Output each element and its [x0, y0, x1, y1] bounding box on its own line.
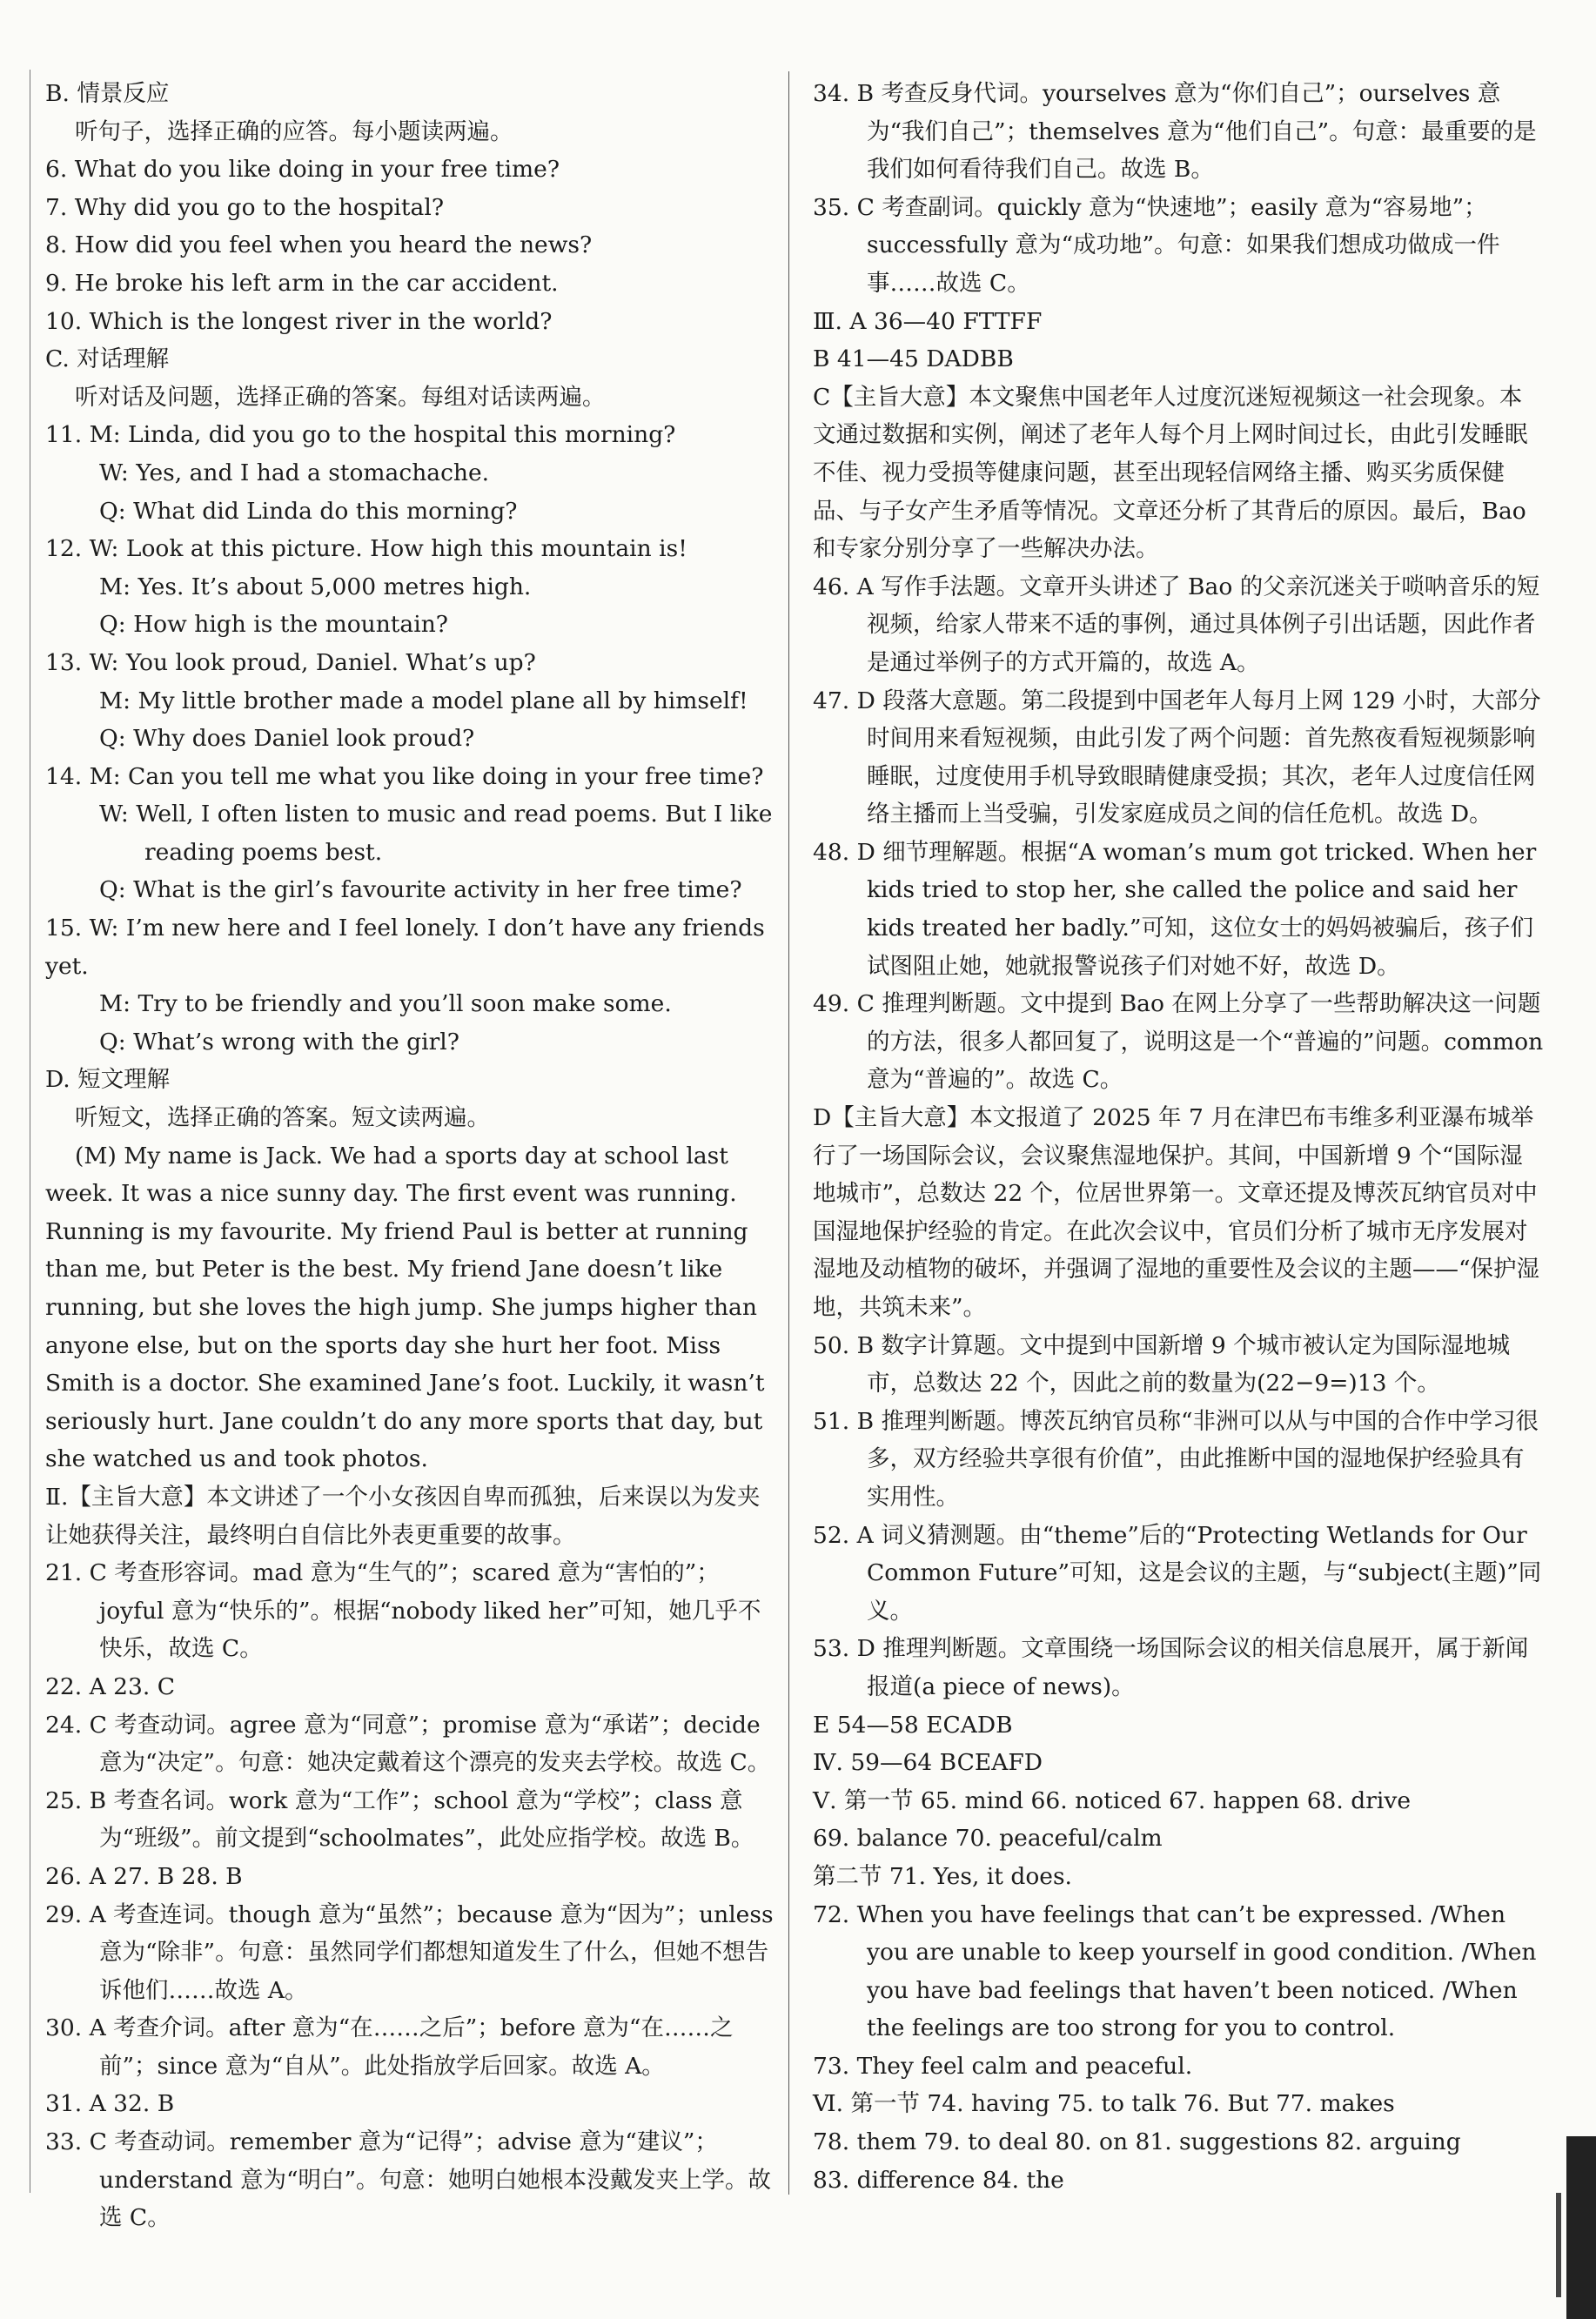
left-line: 24. C 考查动词。agree 意为“同意”；promise 意为“承诺”；decide 意为“决定”。句意：她决定戴着这个漂亮的发夹去学校。故选 C。 — [45, 1711, 771, 1777]
right-line: 34. B 考查反身代词。yourselves 意为“你们自己”；ourselves 意为“我们自己”；themselves 意为“他们自己”。句意：最重要的是我们如何看待我们自己。故选 B。 — [813, 80, 1537, 184]
left-line: M: Yes. It’s about 5,000 metres high. — [99, 573, 532, 600]
left-line: 10. Which is the longest river in the world? — [45, 307, 553, 335]
right-line: 72. When you have feelings that can’t be expressed. /When you are unable to keep yourself in good condition. /When you have bad feelings that haven’t been noticed. /When the feelings are too strong for you to control. — [813, 1900, 1537, 2042]
left-line: 25. B 考查名词。work 意为“工作”；school 意为“学校”；class 意为“班级”。前文提到“schoolmates”，此处应指学校。故选 B。 — [45, 1786, 754, 1853]
left-line: M: My little brother made a model plane all by himself! — [99, 687, 748, 714]
page-edge-mark-thin — [1556, 2193, 1561, 2297]
right-line: 48. D 细节理解题。根据“A woman’s mum got tricked. When her kids tried to stop her, she called the police and said her kids treated her badly.”可知，这位女士的妈妈被骗后，孩子们试图阻止她，她就报警说孩子们对她不好，故选 D。 — [813, 838, 1537, 980]
right-line: Ⅵ. 第一节 74. having 75. to talk 76. But 77. makes — [813, 2090, 1395, 2118]
right-line: C【主旨大意】本文聚焦中国老年人过度沉迷短视频这一社会现象。本文通过数据和实例，阐述了老年人每个月上网时间过长，由此引发睡眠不佳、视力受损等健康问题，甚至出现轻信网络主播、购买劣质保健品、与子女产生矛盾等情况。文章还分析了其背后的原因。最后，Bao 和专家分别分享了一些解决办法。 — [813, 383, 1528, 563]
left-line: 30. A 考查介词。after 意为“在……之后”；before 意为“在……之前”；since 意为“自从”。此处指放学后回家。故选 A。 — [45, 2014, 734, 2080]
right-line: 49. C 推理判断题。文中提到 Bao 在网上分享了一些帮助解决这一问题的方法，很多人都回复了，说明这是一个“普遍的”问题。common 意为“普遍的”。故选 C。 — [813, 990, 1544, 1094]
left-line: 听短文，选择正确的答案。短文读两遍。 — [75, 1104, 490, 1132]
left-line: 11. M: Linda, did you go to the hospital this morning? — [45, 421, 676, 449]
left-line: 14. M: Can you tell me what you like doing in your free time? — [45, 762, 764, 790]
left-line: W: Well, I often listen to music and read poems. But I like reading poems best. — [99, 801, 773, 866]
column-divider — [788, 71, 789, 2195]
left-line: 听对话及问题，选择正确的答案。每组对话读两遍。 — [75, 383, 606, 411]
left-line: 31. A 32. B — [45, 2090, 175, 2118]
left-line: 29. A 考查连词。though 意为“虽然”；because 意为“因为”；unless 意为“除非”。句意：虽然同学们都想知道发生了什么，但她不想告诉他们……故选 A。 — [45, 1900, 774, 2004]
left-line: D. 短文理解 — [45, 1066, 171, 1094]
right-line: Ⅲ. A 36—40 FTTFF — [813, 307, 1043, 335]
right-line: Ⅳ. 59—64 BCEAFD — [813, 1749, 1043, 1777]
left-line: Q: What did Linda do this morning? — [99, 497, 518, 525]
left-line: C. 对话理解 — [45, 345, 170, 373]
left-line: 26. A 27. B 28. B — [45, 1862, 243, 1890]
right-line: D【主旨大意】本文报道了 2025 年 7 月在津巴布韦维多利亚瀑布城举行了一场国际会议，会议聚焦湿地保护。其间，中国新增 9 个“国际湿地城市”，总数达 22 个，位居世界第一。文章还提及博茨瓦纳官员对中国湿地保护经验的肯定。在此次会议中，官员们分析了城市无序发展对湿地及动植物的破坏，并强调了湿地的重要性及会议的主题——“保护湿地，共筑未来”。 — [813, 1104, 1540, 1321]
left-line: 21. C 考查形容词。mad 意为“生气的”；scared 意为“害怕的”；joyful 意为“快乐的”。根据“nobody liked her”可知，她几乎不快乐，故选 C。 — [45, 1559, 761, 1663]
right-line: 第二节 71. Yes, it does. — [813, 1862, 1072, 1890]
right-line: 52. A 词义猜测题。由“theme”后的“Protecting Wetlands for Our Common Future”可知，这是会议的主题，与“subject(主题)”同义。 — [813, 1521, 1542, 1625]
left-line: 6. What do you like doing in your free time? — [45, 156, 560, 184]
left-line: 9. He broke his left arm in the car accident. — [45, 269, 559, 297]
left-line: 8. How did you feel when you heard the news? — [45, 231, 593, 259]
right-line: 73. They feel calm and peaceful. — [813, 2052, 1193, 2080]
left-line: Ⅱ.【主旨大意】本文讲述了一个小女孩因自卑而孤独，后来误以为发夹让她获得关注，最终明白自信比外表更重要的故事。 — [45, 1483, 761, 1549]
left-line: 22. A 23. C — [45, 1672, 175, 1700]
page-edge-mark — [1566, 2136, 1596, 2319]
right-line: 51. B 推理判断题。博茨瓦纳官员称“非洲可以从与中国的合作中学习很多，双方经验共享很有价值”，由此推断中国的湿地保护经验具有实用性。 — [813, 1407, 1539, 1511]
right-line: Ⅴ. 第一节 65. mind 66. noticed 67. happen 68. drive — [813, 1786, 1412, 1814]
right-line: B 41—45 DADBB — [813, 345, 1014, 373]
right-line: 83. difference 84. the — [813, 2166, 1064, 2194]
left-line: 7. Why did you go to the hospital? — [45, 193, 445, 221]
left-line: Q: Why does Daniel look proud? — [99, 725, 475, 753]
right-line: 78. them 79. to deal 80. on 81. suggestions 82. arguing — [813, 2128, 1461, 2156]
left-column — [45, 75, 775, 2237]
right-line: E 54—58 ECADB — [813, 1711, 1013, 1739]
left-line: 听句子，选择正确的应答。每小题读两遍。 — [75, 117, 513, 145]
left-line: 15. W: I’m new here and I feel lonely. I don’t have any friends yet. — [45, 915, 765, 980]
right-line: 47. D 段落大意题。第二段提到中国老年人每月上网 129 小时，大部分时间用来看短视频，由此引发了两个问题：首先熬夜看短视频影响睡眠，过度使用手机导致眼睛健康受损；其次，老年人过度信任网络主播而上当受骗，引发家庭成员之间的信任危机。故选 D。 — [813, 687, 1541, 828]
right-line: 69. balance 70. peaceful/calm — [813, 1825, 1163, 1853]
right-line: 46. A 写作手法题。文章开头讲述了 Bao 的父亲沉迷关于唢呐音乐的短视频，给家人带来不适的事例，通过具体例子引出话题，因此作者是通过举例子的方式开篇的，故选 A。 — [813, 573, 1540, 676]
left-line: W: Yes, and I had a stomachache. — [99, 459, 490, 486]
left-line: (M) My name is Jack. We had a sports day at school last week. It was a nice sunny day. The first event was running. Running is my favourite. My friend Paul is better at running than me, but Peter is the best. My friend Jane doesn’t like running, but she loves the high jump. She jumps higher than anyone else, but on the sports day she hurt her foot. Miss Smith is a doctor. She examined Jane’s foot. Luckily, it wasn’t seriously hurt. Jane couldn’t do any more sports that day, but she watched us and took photos. — [45, 1142, 765, 1473]
right-line: 53. D 推理判断题。文章围绕一场国际会议的相关信息展开，属于新闻报道(a piece of news)。 — [813, 1635, 1529, 1700]
right-column — [813, 75, 1544, 2199]
left-line: Q: What is the girl’s favourite activity in her free time? — [99, 876, 742, 904]
left-line: Q: What’s wrong with the girl? — [99, 1028, 459, 1056]
left-line: M: Try to be friendly and you’ll soon make some. — [99, 990, 672, 1018]
left-line: B. 情景反应 — [45, 80, 170, 107]
left-line: 13. W: You look proud, Daniel. What’s up? — [45, 648, 536, 676]
right-line: 50. B 数字计算题。文中提到中国新增 9 个城市被认定为国际湿地城市，总数达 22 个，因此之前的数量为(22−9=)13 个。 — [813, 1331, 1511, 1397]
left-line: 12. W: Look at this picture. How high this mountain is! — [45, 535, 687, 563]
right-line: 35. C 考查副词。quickly 意为“快速地”；easily 意为“容易地”；successfully 意为“成功地”。句意：如果我们想成功做成一件事……故选 C。 — [813, 193, 1500, 297]
left-line: 33. C 考查动词。remember 意为“记得”；advise 意为“建议”；understand 意为“明白”。句意：她明白她根本没戴发夹上学。故选 C。 — [45, 2128, 772, 2232]
left-line: Q: How high is the mountain? — [99, 611, 448, 639]
